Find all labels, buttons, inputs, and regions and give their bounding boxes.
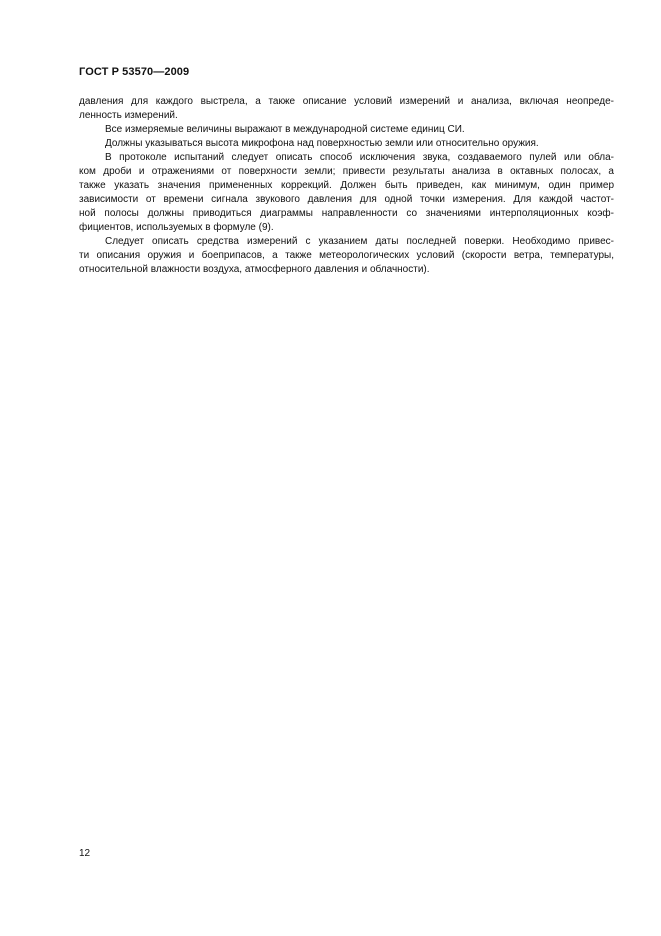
text-line-10: фициентов, используемых в формуле (9). <box>79 222 274 233</box>
text-line-5: В протоколе испытаний следует описать способ исключения звука, создаваемого пулей или обла- <box>105 152 614 163</box>
text-line-1: давления для каждого выстрела, а также описание условий измерений и анализа, включая неопреде- <box>79 96 614 107</box>
text-line-9: ной полосы должны приводиться диаграммы направленности со значениями интерполяционных коэф- <box>79 208 614 219</box>
text-line-8: зависимости от времени сигнала звукового давления для одной точки измерения. Для каждой частот- <box>79 194 614 205</box>
text-line-6: ком дроби и отражениями от поверхности земли; привести результаты анализа в октавных полосах, а <box>79 166 614 177</box>
text-line-12: ти описания оружия и боеприпасов, а также метеорологических условий (скорости ветра, температуры, <box>79 250 614 261</box>
document-code-header: ГОСТ Р 53570—2009 <box>79 66 190 78</box>
text-line-7: также указать значения примененных коррекций. Должен быть приведен, как минимум, один пример <box>79 180 614 191</box>
text-line-2: ленность измерений. <box>79 110 178 121</box>
text-line-3: Все измеряемые величины выражают в международной системе единиц СИ. <box>105 124 465 135</box>
body-text <box>79 95 614 277</box>
text-line-11: Следует описать средства измерений с указанием даты последней поверки. Необходимо привес- <box>105 236 614 247</box>
page-number: 12 <box>79 848 91 859</box>
text-line-4: Должны указываться высота микрофона над поверхностью земли или относительно оружия. <box>105 138 539 149</box>
text-line-13: относительной влажности воздуха, атмосферного давления и облачности). <box>79 264 430 275</box>
